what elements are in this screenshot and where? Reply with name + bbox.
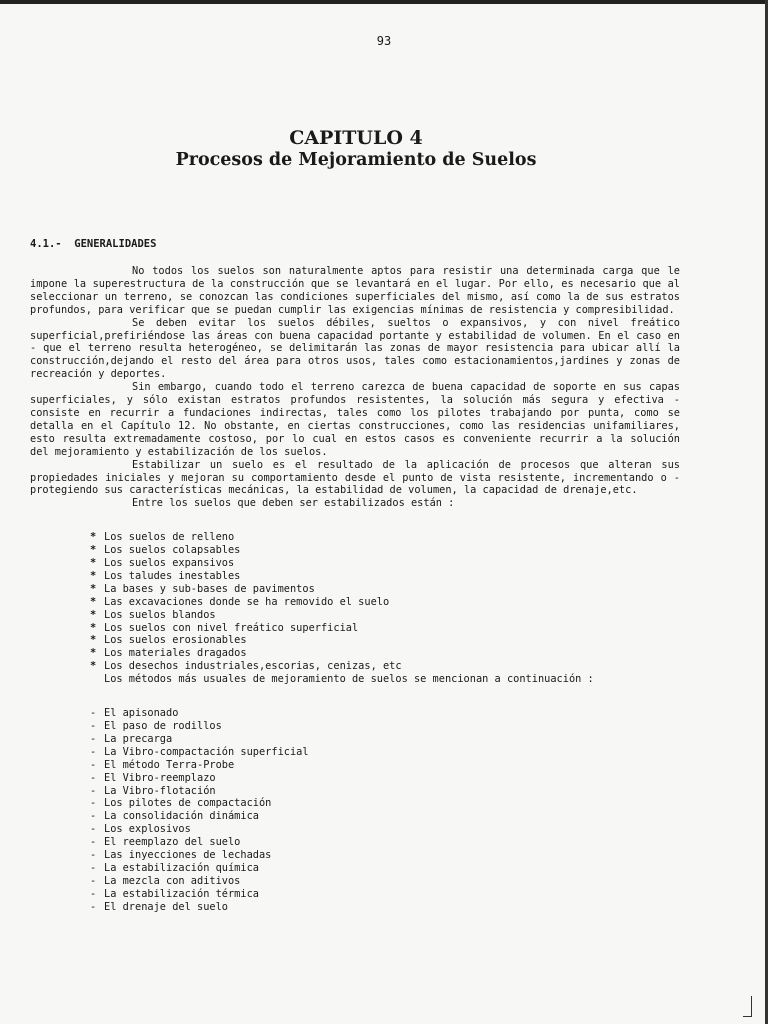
list-item: * La bases y sub-bases de pavimentos [90, 583, 680, 596]
list-item: * Los suelos con nivel freático superficial [90, 622, 680, 635]
list-item: - El drenaje del suelo [90, 901, 680, 914]
list-item: * Los suelos erosionables [90, 634, 680, 647]
margin-mark [743, 996, 752, 1017]
list-item: * Los desechos industriales,escorias, cenizas, etc [90, 660, 680, 673]
list-item: * Los suelos blandos [90, 609, 680, 622]
list-item: * Los suelos de relleno [90, 531, 680, 544]
list-intro: Entre los suelos que deben ser estabilizados están : [132, 497, 455, 510]
chapter-title: CAPITULO 4 [289, 127, 423, 149]
list-item: - El apisonado [90, 707, 680, 720]
list-item: * Los taludes inestables [90, 570, 680, 583]
list-item: * Los materiales dragados [90, 647, 680, 660]
list-item: - Los pilotes de compactación [90, 797, 680, 810]
list-item: - El Vibro-reemplazo [90, 772, 680, 785]
list-item: - La estabilización térmica [90, 888, 680, 901]
list-item: - El paso de rodillos [90, 720, 680, 733]
list-item: - El reemplazo del suelo [90, 836, 680, 849]
list-item: - La precarga [90, 733, 680, 746]
list-item: - Las inyecciones de lechadas [90, 849, 680, 862]
chapter-subtitle: Procesos de Mejoramiento de Suelos [175, 150, 537, 170]
section-heading: 4.1.- GENERALIDADES [30, 238, 157, 250]
list-item: - La Vibro-flotación [90, 785, 680, 798]
list-item: - La consolidación dinámica [90, 810, 680, 823]
list-item: * Las excavaciones donde se ha removido el suelo [90, 596, 680, 609]
paragraph: Se deben evitar los suelos débiles, sueltos o expansivos, y con nivel freático superficial,prefiriéndose las áreas con buena capacidad portante y estabilidad de volumen. En el caso en - que el terreno resulta heterogéneo, se delimitarán las zonas de mayor resistencia para ubicar allí la construcción,dejando el resto del área para otros usos, tales como estacionamientos,jardines y zonas de recreación y deportes. [30, 316, 680, 381]
scan-top-edge [0, 0, 768, 4]
list-item: - La Vibro-compactación superficial [90, 746, 680, 759]
page-number: 93 [376, 34, 392, 48]
list-item: * Los suelos colapsables [90, 544, 680, 557]
soils-list [90, 531, 680, 673]
methods-list [90, 707, 680, 914]
paragraph: Sin embargo, cuando todo el terreno carezca de buena capacidad de soporte en sus capas superficiales, y sólo existan estratos profundos resistentes, la solución más segura y efectiva - consiste en recurrir a fundaciones indirectas, tales como los pilotes trabajando por punta, como se detalla en el Capítulo 12. No obstante, en ciertas construcciones, como las residencias unifamiliares, esto resulta extremadamente costoso, por lo cual en estos casos es conveniente recurrir a la solución del mejoramiento y estabilización de los suelos. [30, 381, 680, 458]
list-item: * Los suelos expansivos [90, 557, 680, 570]
paragraph: Estabilizar un suelo es el resultado de la aplicación de procesos que alteran sus propiedades iniciales y mejoran su comportamiento desde el punto de vista resistente, incrementando o - protegiendo sus características mecánicas, la estabilidad de volumen, la capacidad de drenaje,etc. [30, 458, 680, 497]
list-item: - Los explosivos [90, 823, 680, 836]
document-body [30, 265, 680, 914]
methods-intro: Los métodos más usuales de mejoramiento de suelos se mencionan a continuación : [104, 673, 594, 686]
list-item: - El método Terra-Probe [90, 759, 680, 772]
paragraph: No todos los suelos son naturalmente aptos para resistir una determinada carga que le impone la superestructura de la construcción que se levantará en el lugar. Por ello, es necesario que al seleccionar un terreno, se conozcan las condiciones superficiales del mismo, así como la de sus estratos profundos, para verificar que se puedan cumplir las exigencias mínimas de resistencia y compresibilidad. [30, 265, 680, 316]
list-item: - La estabilización química [90, 862, 680, 875]
list-item: - La mezcla con aditivos [90, 875, 680, 888]
